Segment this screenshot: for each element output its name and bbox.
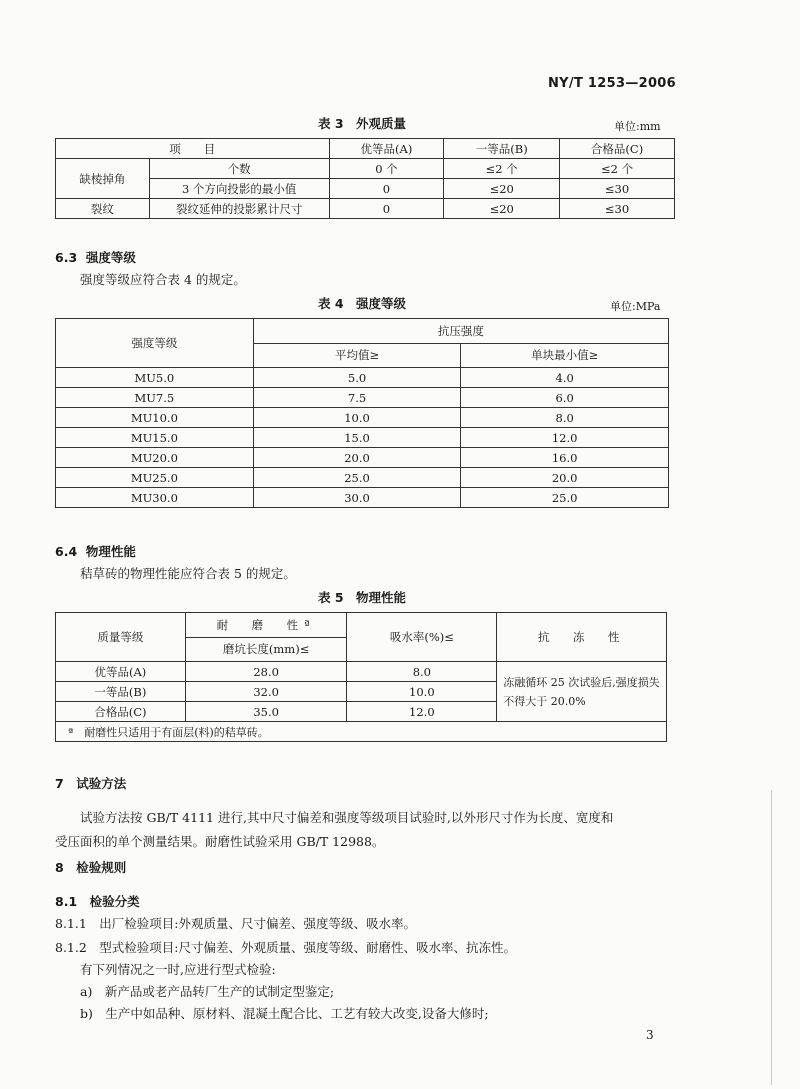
section-title: 物理性能 bbox=[85, 544, 136, 559]
table4-cell: 20.0 bbox=[461, 468, 669, 488]
table4-cell: 10.0 bbox=[253, 408, 461, 428]
table4-cell: MU7.5 bbox=[56, 388, 254, 408]
table4-cell: MU5.0 bbox=[56, 368, 254, 388]
table3-group-crack: 裂纹 bbox=[56, 199, 150, 219]
table5-header-frost: 抗 冻 性 bbox=[497, 613, 667, 662]
table4-cell: MU25.0 bbox=[56, 468, 254, 488]
section-7-text-line2: 受压面积的单个测量结果。耐磨性试验采用 GB/T 12988。 bbox=[55, 834, 385, 849]
table5-cell: 32.0 bbox=[185, 682, 347, 702]
table4-cell: 4.0 bbox=[461, 368, 669, 388]
section-8-1-1-text: 8.1.1 出厂检验项目:外观质量、尺寸偏差、强度等级、吸水率。 bbox=[55, 916, 417, 931]
table-row bbox=[56, 722, 667, 742]
table4-cell: MU15.0 bbox=[56, 428, 254, 448]
table4-cell: MU20.0 bbox=[56, 448, 254, 468]
table-row bbox=[56, 159, 675, 179]
table4-cell: 25.0 bbox=[253, 468, 461, 488]
table3-cell: 0 bbox=[329, 199, 444, 219]
table3-group-chipping: 缺棱掉角 bbox=[56, 159, 150, 199]
table3-appearance-quality bbox=[55, 138, 675, 219]
section-8-1-2-intro: 有下列情况之一时,应进行型式检验: bbox=[80, 962, 276, 977]
table4-cell: 5.0 bbox=[253, 368, 461, 388]
table-row bbox=[56, 319, 669, 344]
table5-header-wear: 耐 磨 性ª bbox=[185, 613, 347, 638]
table3-header-a: 优等品(A) bbox=[329, 139, 444, 159]
table5-cell: 8.0 bbox=[347, 662, 497, 682]
table5-header-water: 吸水率(%)≤ bbox=[347, 613, 497, 662]
table5-cell: 一等品(B) bbox=[56, 682, 186, 702]
table3-cell: ≤2 个 bbox=[444, 159, 560, 179]
table4-title: 表 4 强度等级 bbox=[318, 296, 407, 311]
section-6-4-heading bbox=[55, 542, 136, 560]
standard-number: NY/T 1253—2006 bbox=[548, 76, 676, 91]
table4-cell: 25.0 bbox=[461, 488, 669, 508]
table3-header-item: 项 目 bbox=[56, 139, 330, 159]
table5-frost-value: 冻融循环 25 次试验后,强度损失不得大于 20.0% bbox=[497, 662, 667, 722]
table4-cell: MU30.0 bbox=[56, 488, 254, 508]
table5-cell: 28.0 bbox=[185, 662, 347, 682]
table5-physical-properties bbox=[55, 612, 667, 742]
section-number: 6.4 bbox=[55, 544, 78, 559]
table5-footnote: ª 耐磨性只适用于有面层(料)的秸草砖。 bbox=[56, 722, 667, 742]
table-row bbox=[56, 488, 669, 508]
section-7-text-line1: 试验方法按 GB/T 4111 进行,其中尺寸偏差和强度等级项目试验时,以外形尺寸作为长度、宽度和 bbox=[80, 810, 614, 825]
section-6-3-text: 强度等级应符合表 4 的规定。 bbox=[80, 272, 246, 287]
table3-header-b: 一等品(B) bbox=[444, 139, 560, 159]
table-row bbox=[56, 468, 669, 488]
table-row bbox=[56, 613, 667, 638]
table4-strength-grade bbox=[55, 318, 669, 508]
scan-edge-line bbox=[771, 790, 772, 1085]
table3-header-c: 合格品(C) bbox=[560, 139, 675, 159]
table4-header-average: 平均值≥ bbox=[253, 343, 461, 368]
table-row bbox=[56, 662, 667, 682]
table4-unit: 单位:MPa bbox=[610, 300, 661, 313]
section-title: 强度等级 bbox=[85, 250, 136, 265]
table4-header-compressive: 抗压强度 bbox=[253, 319, 668, 344]
section-8-1-2-text: 8.1.2 型式检验项目:尺寸偏差、外观质量、强度等级、耐磨性、吸水率、抗冻性。 bbox=[55, 940, 517, 955]
section-6-3-heading bbox=[55, 248, 136, 266]
table3-cell: 0 个 bbox=[329, 159, 444, 179]
section-7-heading: 7 试验方法 bbox=[55, 776, 127, 791]
table-row bbox=[56, 139, 675, 159]
table3-cell: ≤20 bbox=[444, 199, 560, 219]
table4-cell: 8.0 bbox=[461, 408, 669, 428]
table4-cell: 30.0 bbox=[253, 488, 461, 508]
table5-cell: 优等品(A) bbox=[56, 662, 186, 682]
table4-cell: 7.5 bbox=[253, 388, 461, 408]
table-row bbox=[56, 448, 669, 468]
table3-cell: 个数 bbox=[149, 159, 329, 179]
table5-cell: 12.0 bbox=[347, 702, 497, 722]
table4-cell: 12.0 bbox=[461, 428, 669, 448]
table4-cell: 20.0 bbox=[253, 448, 461, 468]
table5-cell: 35.0 bbox=[185, 702, 347, 722]
section-8-1-heading: 8.1 检验分类 bbox=[55, 894, 140, 909]
table5-header-grade: 质量等级 bbox=[56, 613, 186, 662]
table3-unit: 单位:mm bbox=[614, 120, 661, 133]
table3-cell: ≤30 bbox=[560, 199, 675, 219]
table4-header-minimum: 单块最小值≥ bbox=[461, 343, 669, 368]
table4-cell: 15.0 bbox=[253, 428, 461, 448]
section-6-4-text: 秸草砖的物理性能应符合表 5 的规定。 bbox=[80, 566, 296, 581]
table4-header-grade: 强度等级 bbox=[56, 319, 254, 368]
table3-title: 表 3 外观质量 bbox=[318, 116, 407, 131]
table4-cell: MU10.0 bbox=[56, 408, 254, 428]
table3-cell: 裂纹延伸的投影累计尺寸 bbox=[149, 199, 329, 219]
table-row bbox=[56, 368, 669, 388]
table-row bbox=[56, 199, 675, 219]
table5-cell: 10.0 bbox=[347, 682, 497, 702]
page-number: 3 bbox=[646, 1028, 654, 1042]
table3-cell: ≤20 bbox=[444, 179, 560, 199]
table3-cell: 0 bbox=[329, 179, 444, 199]
table3-cell: ≤2 个 bbox=[560, 159, 675, 179]
table-row bbox=[56, 428, 669, 448]
table4-cell: 16.0 bbox=[461, 448, 669, 468]
table5-cell: 合格品(C) bbox=[56, 702, 186, 722]
table5-title: 表 5 物理性能 bbox=[318, 590, 407, 605]
table3-cell: 3 个方向投影的最小值 bbox=[149, 179, 329, 199]
table3-cell: ≤30 bbox=[560, 179, 675, 199]
list-item: b) 生产中如品种、原材料、混凝土配合比、工艺有较大改变,设备大修时; bbox=[80, 1006, 489, 1021]
table4-cell: 6.0 bbox=[461, 388, 669, 408]
section-number: 6.3 bbox=[55, 250, 78, 265]
table5-header-wear-length: 磨坑长度(mm)≤ bbox=[185, 637, 347, 662]
section-8-heading: 8 检验规则 bbox=[55, 860, 127, 875]
list-item: a) 新产品或老产品转厂生产的试制定型鉴定; bbox=[80, 984, 335, 999]
table-row bbox=[56, 388, 669, 408]
table-row bbox=[56, 408, 669, 428]
